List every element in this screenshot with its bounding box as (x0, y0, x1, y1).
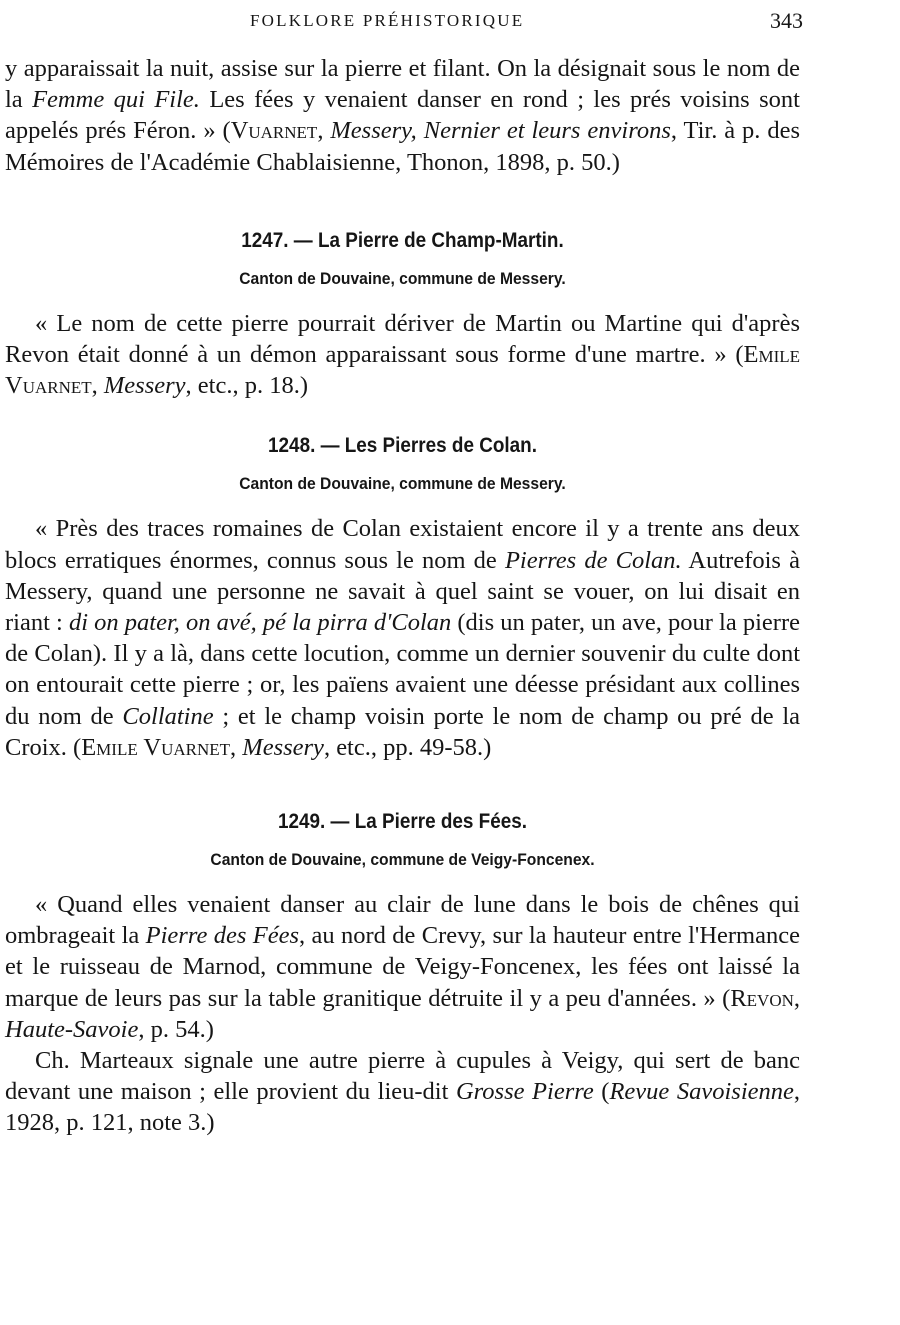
running-title: FOLKLORE PRÉHISTORIQUE (250, 11, 525, 30)
section-subheading-1248: Canton de Douvaine, commune de Messery. (239, 474, 566, 494)
section-paragraph-1249-note: Ch. Marteaux signale une autre pierre à cupules à Veigy, qui sert de banc devant une maison ; elle provient du lieu-dit Grosse Pierre (Revue Savoisienne, 1928, p. 121, note 3.) (5, 1047, 800, 1137)
emphasis: Femme qui File. (32, 86, 200, 114)
work-title: Messery, Nernier et leurs environs (330, 117, 671, 145)
emphasis: Pierre des Fées (145, 922, 299, 950)
author-name: Revon (730, 984, 794, 1012)
section-paragraph-1249: « Quand elles venaient danser au clair de lune dans le bois de chênes qui ombrageait la Pierre des Fées, au nord de Crevy, sur la hauteur entre l'Hermance et le ruisseau de Marnod, commune de Veigy-Foncenex, les fées ont laissé la marque de leurs pas sur la table granitique détruite il y a peu d'années. » (Revon, Haute-Savoie, p. 54.) (5, 891, 800, 1043)
author-name: Emile Vuarnet (81, 733, 231, 761)
journal-title: Revue Savoisienne (609, 1078, 794, 1106)
emphasis: Collatine (122, 702, 214, 730)
section-subheading-1247: Canton de Douvaine, commune de Messery. (239, 268, 566, 288)
author-name: Emile Vuarnet (5, 341, 800, 400)
page-number: 343 (770, 8, 803, 33)
running-header (0, 8, 900, 32)
work-title: Haute-Savoie (5, 1015, 139, 1043)
place-name: Grosse Pierre (455, 1078, 594, 1106)
dialect-quote: di on pater, on avé, pé la pirra d'Colan (68, 609, 452, 637)
section-heading-1247: 1247. — La Pierre de Champ-Martin. (241, 228, 564, 252)
body-text (5, 53, 800, 1139)
work-title: Messery (242, 733, 324, 761)
section-subheading-1249: Canton de Douvaine, commune de Veigy-Foncenex. (210, 850, 595, 870)
section-heading-1248: 1248. — Les Pierres de Colan. (268, 434, 537, 458)
section-paragraph-1247: « Le nom de cette pierre pourrait dériver de Martin ou Martine qui d'après Revon était donné à un démon apparaissant sous forme d'une martre. » (Emile Vuarnet, Messery, etc., p. 18.) (5, 309, 800, 400)
section-heading-1249: 1249. — La Pierre des Fées. (277, 810, 527, 834)
work-title: Messery (103, 372, 186, 400)
intro-paragraph: y apparaissait la nuit, assise sur la pierre et filant. On la désignait sous le nom de la Femme qui File. Les fées y venaient danser en rond ; les prés voisins sont appelés prés Féron. » (Vuarnet, Messery, Nernier et leurs environs, Tir. à p. des Mémoires de l'Académie Chablaisienne, Thonon, 1898, p. 50.) (5, 55, 801, 176)
section-paragraph-1248: « Près des traces romaines de Colan existaient encore il y a trente ans deux blocs erratiques énormes, connus sous le nom de Pierres de Colan. Autrefois à Messery, quand une personne ne savait à quel saint se vouer, on lui disait en riant : di on pater, on avé, pé la pirra d'Colan (dis un pater, un ave, pour la pierre de Colan). Il y a là, dans cette locution, comme un dernier souvenir du culte dont on entourait cette pierre ; or, les païens avaient une déesse présidant aux collines du nom de Collatine ; et le champ voisin porte le nom de champ ou pré de la Croix. (Emile Vuarnet, Messery, etc., pp. 49-58.) (5, 515, 801, 761)
author-name: Vuarnet (230, 117, 318, 145)
emphasis: Pierres de Colan. (504, 546, 682, 574)
